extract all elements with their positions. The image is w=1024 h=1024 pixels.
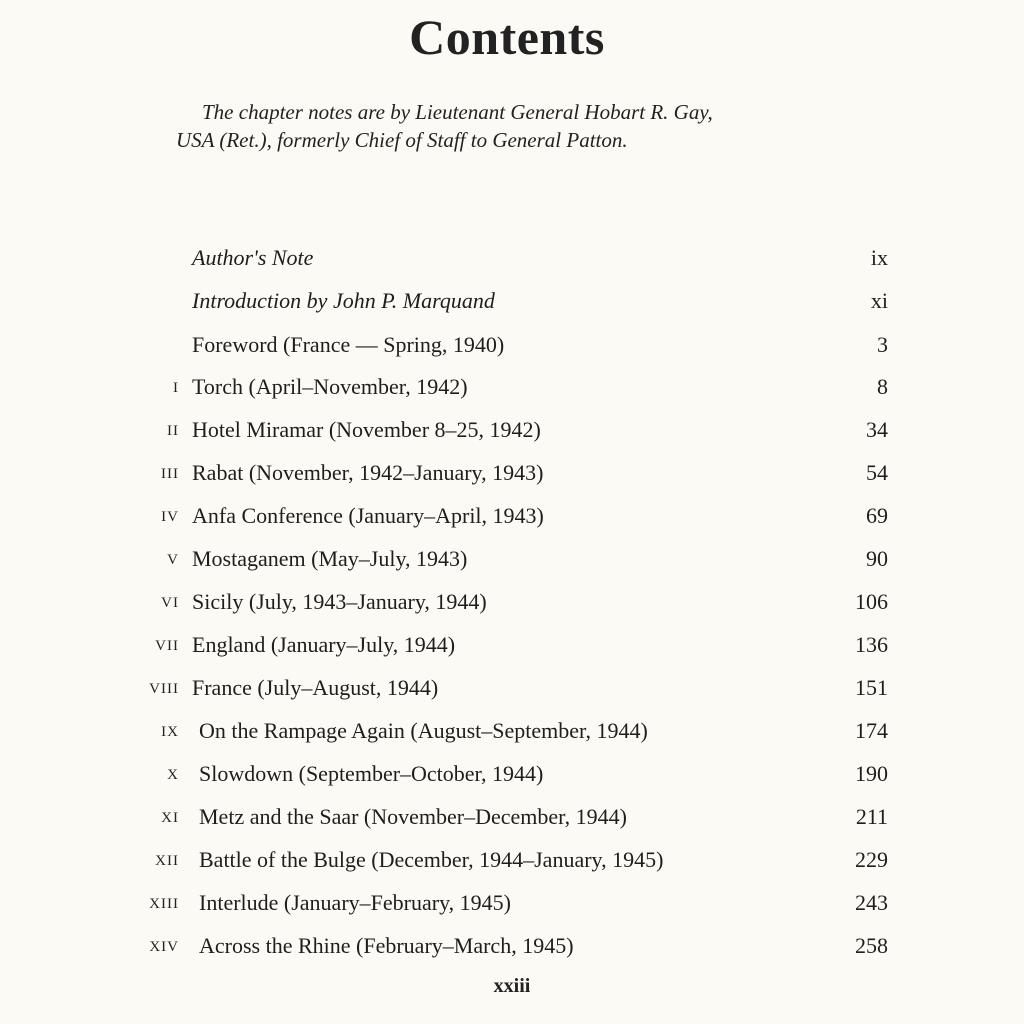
toc-entry [0, 325, 1024, 365]
toc-entry [0, 496, 1024, 536]
chapter-number: III [161, 466, 179, 482]
page-title: Contents [409, 9, 605, 65]
toc-entry [0, 883, 1024, 923]
credit-line-2: USA (Ret.), formerly Chief of Staff to General Patton. [176, 128, 628, 152]
chapter-title: Foreword (France — Spring, 1940) [192, 332, 505, 357]
page-number: 258 [855, 933, 888, 958]
toc-entry [0, 539, 1024, 579]
chapter-number: XII [155, 853, 179, 869]
page-number: 136 [855, 632, 888, 657]
chapter-title: Sicily (July, 1943–January, 1944) [192, 589, 487, 614]
chapter-title: Across the Rhine (February–March, 1945) [199, 933, 574, 958]
chapter-number: VII [155, 638, 179, 654]
page-number: 211 [855, 804, 888, 829]
page-number: 190 [855, 761, 888, 786]
chapter-number: IX [161, 724, 179, 740]
chapter-title: On the Rampage Again (August–September, 1944) [199, 718, 648, 743]
chapter-number: V [167, 552, 179, 568]
page-number: 151 [855, 675, 888, 700]
page-number: 69 [866, 503, 888, 528]
toc-entry [0, 711, 1024, 751]
toc-entry [0, 582, 1024, 622]
page-number: 106 [855, 589, 888, 614]
chapter-number: XIV [149, 939, 179, 955]
credit-line-1: The chapter notes are by Lieutenant General Hobart R. Gay, [202, 100, 713, 124]
page-number: 54 [866, 460, 888, 485]
chapter-title: Interlude (January–February, 1945) [199, 890, 511, 915]
page-number: 174 [855, 718, 888, 743]
page-folio: xxiii [493, 975, 531, 997]
toc-entry [0, 281, 1024, 321]
chapter-title: Anfa Conference (January–April, 1943) [192, 503, 544, 528]
toc-entry [0, 797, 1024, 837]
chapter-title: Hotel Miramar (November 8–25, 1942) [192, 417, 541, 442]
page-number: xi [870, 288, 888, 313]
page-number: 229 [855, 847, 888, 872]
page-number: ix [870, 245, 888, 270]
chapter-title: England (January–July, 1944) [192, 632, 456, 657]
toc-entry [0, 926, 1024, 966]
page-number: 90 [866, 546, 888, 571]
page-number: 34 [866, 417, 888, 442]
chapter-title: Slowdown (September–October, 1944) [199, 761, 544, 786]
chapter-number: II [167, 423, 179, 439]
toc-entry [0, 367, 1024, 407]
chapter-number: VI [161, 595, 179, 611]
chapter-number: IV [161, 509, 179, 525]
toc-entry [0, 625, 1024, 665]
chapter-number: I [173, 380, 179, 396]
chapter-number: XI [161, 810, 179, 826]
toc-entry [0, 238, 1024, 278]
chapter-number: X [167, 767, 179, 783]
chapter-title: Metz and the Saar (November–December, 1944) [199, 804, 627, 829]
page-number: 3 [877, 332, 888, 357]
chapter-title: Torch (April–November, 1942) [192, 374, 468, 399]
chapter-title: Rabat (November, 1942–January, 1943) [192, 460, 544, 485]
toc-entry [0, 453, 1024, 493]
chapter-title: Introduction by John P. Marquand [192, 288, 495, 313]
toc-entry [0, 410, 1024, 450]
toc-entry [0, 668, 1024, 708]
toc-entry [0, 840, 1024, 880]
chapter-title: Mostaganem (May–July, 1943) [192, 546, 468, 571]
chapter-title: France (July–August, 1944) [192, 675, 439, 700]
chapter-title: Battle of the Bulge (December, 1944–January, 1945) [199, 847, 664, 872]
chapter-title: Author's Note [192, 245, 314, 270]
chapter-number: VIII [149, 681, 179, 697]
page-number: 243 [855, 890, 888, 915]
chapter-notes-credit [176, 98, 876, 154]
page-number: 8 [877, 374, 888, 399]
toc-entry [0, 754, 1024, 794]
chapter-number: XIII [149, 896, 179, 912]
